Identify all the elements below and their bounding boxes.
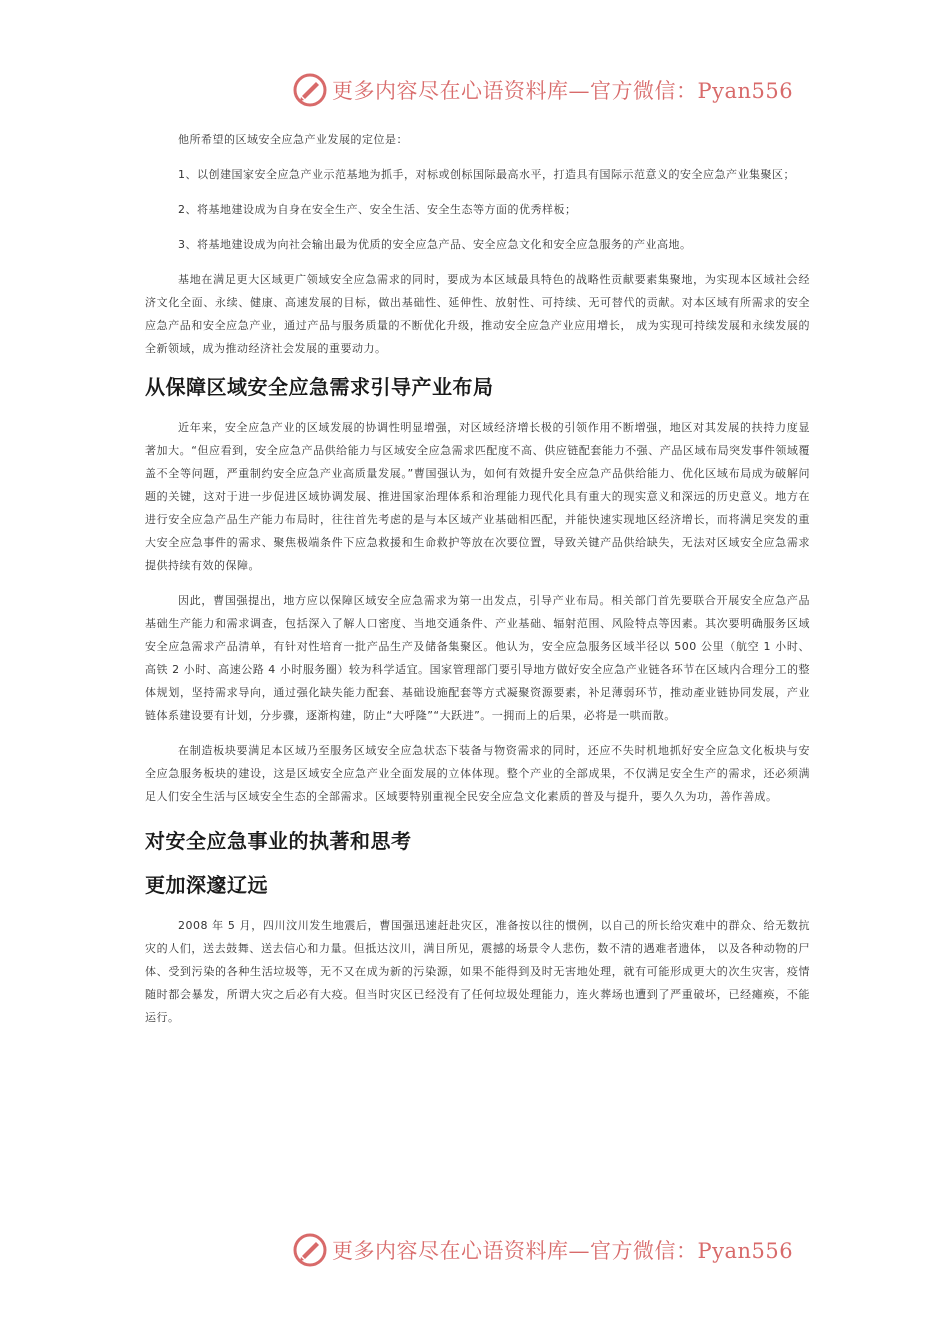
pen-stamp-logo-icon bbox=[292, 1232, 328, 1268]
section-heading-layout: 从保障区域安全应急需求引导产业布局 bbox=[145, 375, 494, 399]
footer-watermark-banner bbox=[292, 1232, 793, 1268]
paragraph: 2008 年 5 月，四川汶川发生地震后，曹国强迅速赶赴灾区，准备按以往的惯例，以自己的所长给灾难中的群众、给无数抗灾的人们，送去鼓舞、送去信心和力量。但抵达汶川，满目所见，震撼的场景令人悲伤，数不清的遇难者遗体， 以及各种动物的尸体、受到污染的各种生活垃圾等，无不又在成为新的污染源，如果不能得到及时无害地处理，就有可能形成更大的次生灾害，疫情随时都会暴发，所谓大灾之后必有大疫。但当时灾区已经没有了任何垃圾处理能力，连火葬场也遭到了严重破坏，已经瘫痪，不能运行。 bbox=[145, 919, 810, 1024]
paragraph: 他所希望的区域安全应急产业发展的定位是： bbox=[178, 133, 408, 146]
paragraph: 1、以创建国家安全应急产业示范基地为抓手，对标或创标国际最高水平，打造具有国际示范意义的安全应急产业集聚区； bbox=[178, 168, 795, 181]
paragraph: 基地在满足更大区域更广领域安全应急需求的同时，要成为本区域最具特色的战略性贡献要素集聚地，为实现本区域社会经济文化全面、永续、健康、高速发展的目标，做出基础性、延伸性、放射性、可持续、无可替代的贡献。对本区域有所需求的安全应急产品和安全应急产业，通过产品与服务质量的不断优化升级，推动安全应急产业应用增长， 成为实现可持续发展和永续发展的全新领域，成为推动经济社会发展的重要动力。 bbox=[145, 273, 810, 355]
section-heading-dedication: 对安全应急事业的执著和思考 bbox=[145, 829, 412, 853]
paragraph: 因此，曹国强提出，地方应以保障区域安全应急需求为第一出发点，引导产业布局。相关部门首先要联合开展安全应急产品基础生产能力和需求调查，包括深入了解人口密度、当地交通条件、产业基础、辐射范围、风险特点等因素。其次要明确服务区域安全应急需求产品清单，有针对性培育一批产品生产及储备集聚区。他认为，安全应急服务区域半径以 500 公里（航空 1 小时、高铁 2 小时、高速公路 4 小时服务圈）较为科学适宜。国家管理部门要引导地方做好安全应急产业链各环节在区域内合理分工的整体规划，坚持需求导向，通过强化缺失能力配套、基础设施配套等方式凝聚资源要素，补足薄弱环节，推动產业链协同发展，产业链体系建设要有计划，分步骤，逐渐构建，防止“大呼隆”“大跃进”。一拥而上的后果，必将是一哄而散。 bbox=[145, 594, 810, 722]
watermark-text: 更多内容尽在心语资料库—官方微信：Pyan556 bbox=[332, 79, 794, 103]
article-body bbox=[145, 128, 810, 1041]
paragraph: 近年来，安全应急产业的区域发展的协调性明显增强，对区域经济增长极的引领作用不断增强，地区对其发展的扶持力度显著加大。“但应看到，安全应急产品供给能力与区域安全应急需求匹配度不高、供应链配套能力不强、产品区域布局突发事件领域覆盖不全等问题，严重制约安全应急产业高质量发展。”曹国强认为，如何有效提升安全应急产品供给能力、优化区域布局成为破解问题的关键，这对于进一步促进区域协调发展、推进国家治理体系和治理能力现代化具有重大的现实意义和深远的历史意义。地方在进行安全应急产品生产能力布局时，往往首先考虑的是与本区域产业基础相匹配，并能快速实现地区经济增长，而将满足突发的重大安全应急事件的需求、聚焦极端条件下应急救援和生命救护等放在次要位置，导致关键产品供给缺失，无法对区域安全应急需求提供持续有效的保障。 bbox=[145, 421, 810, 572]
paragraph: 2、将基地建设成为自身在安全生产、安全生活、安全生态等方面的优秀样板； bbox=[178, 203, 577, 216]
watermark-text: 更多内容尽在心语资料库—官方微信：Pyan556 bbox=[332, 1239, 794, 1263]
header-watermark-banner bbox=[292, 72, 793, 108]
paragraph: 3、将基地建设成为向社会输出最为优质的安全应急产品、安全应急文化和安全应急服务的产业高地。 bbox=[178, 238, 692, 251]
pen-stamp-logo-icon bbox=[292, 72, 328, 108]
paragraph: 在制造板块要满足本区域乃至服务区域安全应急状态下装备与物资需求的同时，还应不失时机地抓好安全应急文化板块与安全应急服务板块的建设，这是区域安全应急产业全面发展的立体体现。整个产业的全部成果，不仅满足安全生产的需求，还必须满足人们安全生活与区域安全生态的全部需求。区域要特别重视全民安全应急文化素质的普及与提升，要久久为功，善作善成。 bbox=[145, 744, 810, 803]
section-heading-deeper: 更加深邃辽远 bbox=[145, 873, 268, 897]
